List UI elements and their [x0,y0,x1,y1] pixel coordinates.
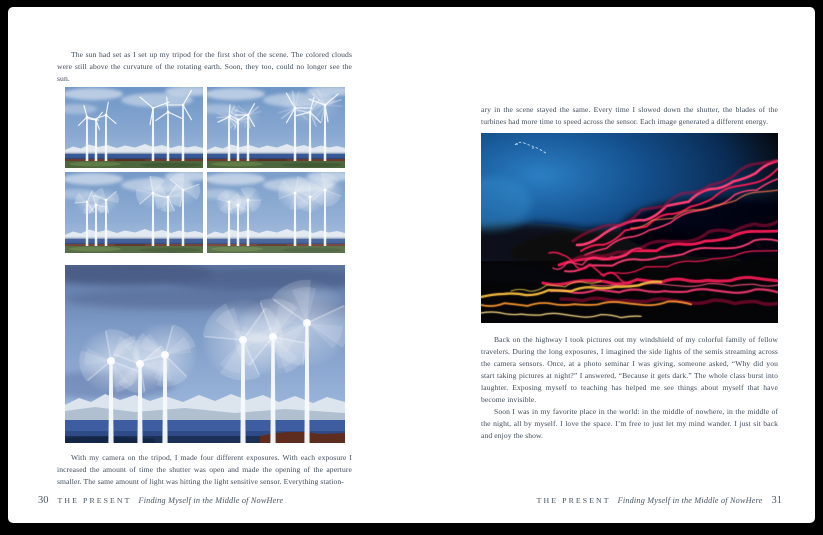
paragraph-right-body-2: Soon I was in my favorite place in the world: in the middle of nowhere, in the middle of the night, all by myself. I love the space. I’m free to just let my mind wander. I just sit back and enjoy the show. [481,407,778,440]
light-trails-photo [481,133,778,323]
section-label-right: THE PRESENT [536,496,611,505]
turbine-photo-exposure-3 [65,172,203,253]
turbine-photo-exposure-1 [65,87,203,168]
paragraph-left-top: The sun had set as I set up my tripod for the first shot of the scene. The colored clouds were still above the curvature of the rotating earth. Soon, they too, could no longer see the sun. [57,50,352,83]
paragraph-right-body [481,334,778,442]
book-title-left: Finding Myself in the Middle of NowHere [138,496,284,505]
paragraph-left-bottom: With my camera on the tripod, I made four different exposures. With each exposure I increased the amount of time the shutter was open and made the opening of the aperture smaller. The same amount of light was hitting the light sensitive sensor. Everything station- [57,453,352,486]
book-title-right: Finding Myself in the Middle of NowHere [617,496,763,505]
footer-right [537,495,782,506]
book-spread [8,7,815,523]
section-label-left: THE PRESENT [57,496,132,505]
paragraph-right-top: ary in the scene stayed the same. Every time I slowed down the shutter, the blades of the turbines had more time to speed across the sensor. Each image generated a different energy. [481,105,778,126]
turbine-photo-exposure-2 [207,87,345,168]
footer-left [38,495,283,506]
turbine-photo-grid [65,87,345,253]
page-number-right: 31 [771,495,782,506]
paragraph-right-body-1: Back on the highway I took pictures out my windshield of my colorful family of fellow travelers. During the long exposures, I imagined the side lights of the semis streaming across the camera sensors. Once, at a photo seminar I was giving, someone asked, “Why did you start taking pictures at night?” I answered, “Because it gets dark.” The whole class burst into laughter. Exposing myself to teaching has helped me see things about myself that have become invisible. [481,335,778,404]
turbine-photo-large [65,265,345,443]
page-number-left: 30 [38,495,49,506]
turbine-photo-exposure-4 [207,172,345,253]
